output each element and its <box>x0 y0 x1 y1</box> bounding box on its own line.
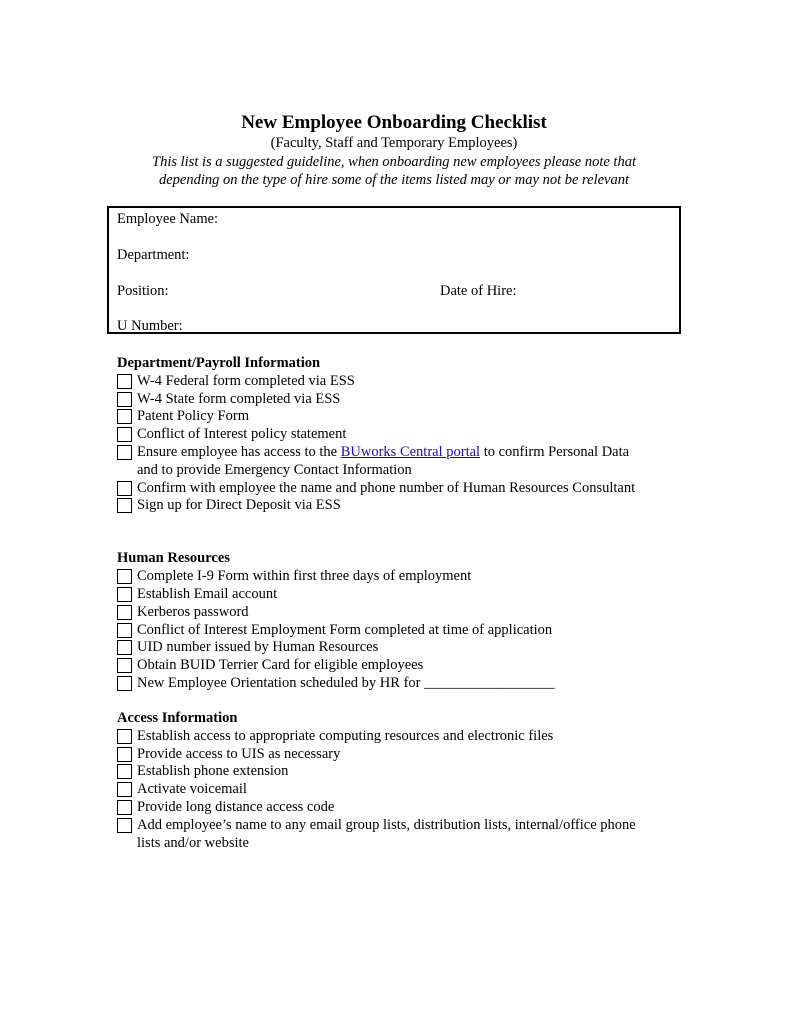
checklist-item <box>117 763 677 781</box>
item-label: W-4 Federal form completed via ESS <box>137 373 355 389</box>
item-label: Obtain BUID Terrier Card for eligible employees <box>137 657 424 673</box>
checklist-item <box>117 746 677 764</box>
position-field[interactable]: Position: <box>117 283 169 299</box>
checklist-item <box>117 604 677 622</box>
checkbox[interactable] <box>117 392 132 407</box>
department-field[interactable]: Department: <box>117 247 190 263</box>
checkbox[interactable] <box>117 445 132 460</box>
checkbox[interactable] <box>117 747 132 762</box>
checkbox[interactable] <box>117 498 132 513</box>
item-label-continuation: and to provide Emergency Contact Information <box>137 461 412 478</box>
checklist-item <box>117 408 677 426</box>
checkbox[interactable] <box>117 605 132 620</box>
date-of-hire-field[interactable]: Date of Hire: <box>440 283 517 299</box>
checklist-item <box>117 373 677 391</box>
page-subtitle: (Faculty, Staff and Temporary Employees) <box>270 135 518 151</box>
item-label: Patent Policy Form <box>137 408 249 424</box>
checklist-item <box>117 728 677 746</box>
checklist-item <box>117 781 677 799</box>
checkbox[interactable] <box>117 818 132 833</box>
checkbox[interactable] <box>117 587 132 602</box>
buworks-portal-link[interactable]: BUworks Central portal <box>340 444 481 460</box>
checklist-item <box>117 622 677 640</box>
item-label-suffix: to confirm Personal Data <box>483 444 630 460</box>
item-label: Kerberos password <box>137 604 249 620</box>
guideline-note-line: depending on the type of hire some of the items listed may or may not be relevant <box>158 172 630 188</box>
checkbox[interactable] <box>117 800 132 815</box>
item-label-line: Add employee’s name to any email group lists, distribution lists, internal/office phone <box>137 817 636 833</box>
checkbox[interactable] <box>117 764 132 779</box>
item-label: Establish Email account <box>137 586 278 602</box>
u-number-field[interactable]: U Number: <box>117 318 183 334</box>
page-title: New Employee Onboarding Checklist <box>241 112 547 133</box>
checklist-item <box>117 675 677 693</box>
checkbox[interactable] <box>117 623 132 638</box>
checklist-item <box>117 444 677 480</box>
checklist-item <box>117 586 677 604</box>
item-label: UID number issued by Human Resources <box>137 639 379 655</box>
guideline-note-line: This list is a suggested guideline, when onboarding new employees please note that <box>152 154 636 170</box>
checkbox[interactable] <box>117 569 132 584</box>
item-label <box>137 444 677 480</box>
checklist-item <box>117 657 677 675</box>
item-label: Activate voicemail <box>137 781 247 797</box>
checkbox[interactable] <box>117 481 132 496</box>
item-label: W-4 State form completed via ESS <box>137 391 341 407</box>
payroll-section-heading: Department/Payroll Information <box>117 355 321 371</box>
checkbox[interactable] <box>117 409 132 424</box>
item-label: Conflict of Interest Employment Form completed at time of application <box>137 622 553 638</box>
item-label: Provide access to UIS as necessary <box>137 746 341 762</box>
item-label: Establish access to appropriate computing resources and electronic files <box>137 728 554 744</box>
checkbox[interactable] <box>117 427 132 442</box>
guideline-note <box>0 153 788 189</box>
checklist-item <box>117 799 677 817</box>
item-label: Sign up for Direct Deposit via ESS <box>137 497 341 513</box>
item-label <box>137 817 677 853</box>
access-section-heading: Access Information <box>117 710 238 726</box>
checklist-item <box>117 391 677 409</box>
item-label-continuation: lists and/or website <box>137 834 249 851</box>
item-label-prefix: Ensure employee has access to the <box>137 444 338 460</box>
checkbox[interactable] <box>117 640 132 655</box>
item-label: Provide long distance access code <box>137 799 335 815</box>
checklist-item <box>117 497 677 515</box>
item-label: New Employee Orientation scheduled by HR for __________________ <box>137 675 555 691</box>
item-label: Complete I-9 Form within first three days of employment <box>137 568 472 584</box>
item-label: Establish phone extension <box>137 763 289 779</box>
checklist-item <box>117 639 677 657</box>
checklist-item <box>117 426 677 444</box>
checkbox[interactable] <box>117 676 132 691</box>
hr-section-heading: Human Resources <box>117 550 230 566</box>
item-label: Confirm with employee the name and phone number of Human Resources Consultant <box>137 480 636 496</box>
checklist-item <box>117 480 677 498</box>
checklist-item <box>117 568 677 586</box>
checkbox[interactable] <box>117 658 132 673</box>
checklist-item <box>117 817 677 853</box>
employee-info-box <box>107 206 681 334</box>
checkbox[interactable] <box>117 374 132 389</box>
employee-name-field[interactable]: Employee Name: <box>117 211 219 227</box>
checkbox[interactable] <box>117 782 132 797</box>
item-label: Conflict of Interest policy statement <box>137 426 347 442</box>
checkbox[interactable] <box>117 729 132 744</box>
